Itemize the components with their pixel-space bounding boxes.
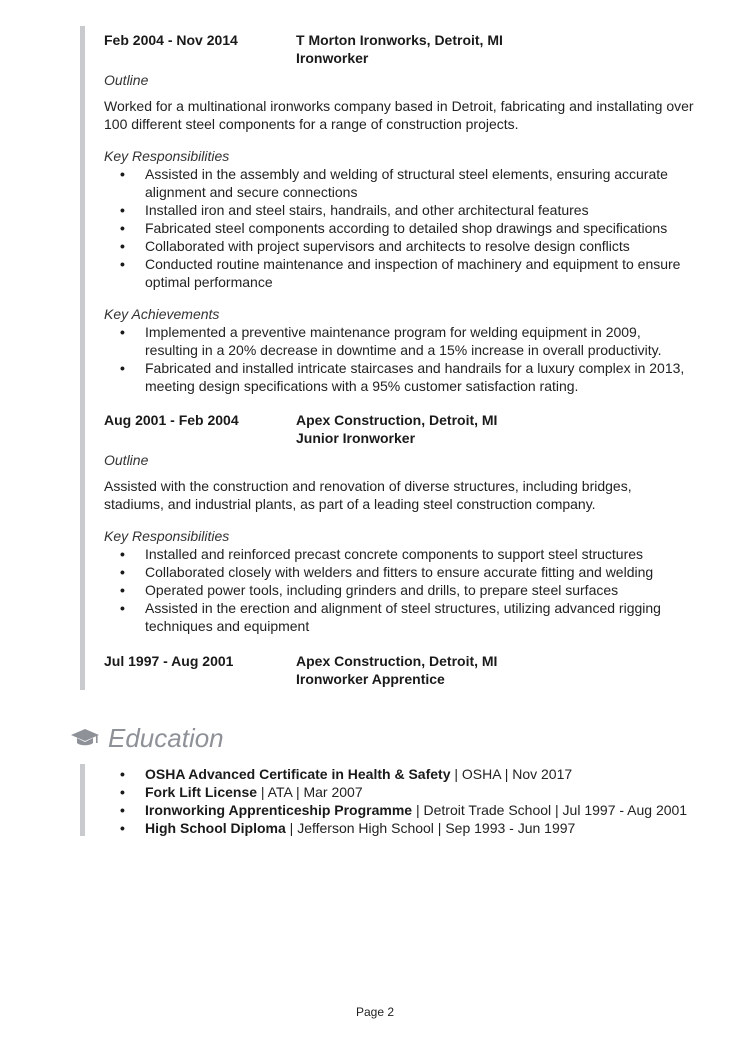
list-item: • Assisted in the assembly and welding of structural steel elements, ensuring accurate alignment and secure connections xyxy=(145,165,694,201)
job-outline: Assisted with the construction and renovation of diverse structures, including bridges, stadiums, and industrial plants, as part of a leading steel construction company. xyxy=(104,478,632,512)
graduation-cap-icon xyxy=(70,727,100,749)
achievements-label: Key Achievements xyxy=(104,306,220,322)
education-items xyxy=(104,765,704,837)
job-title: Ironworker xyxy=(296,50,369,66)
achievements-list xyxy=(104,323,694,395)
job-header xyxy=(104,652,694,688)
job-outline: Worked for a multinational ironworks company based in Detroit, fabricating and installating over 100 different steel components for a range of construction projects. xyxy=(104,98,694,132)
education-name: Fork Lift License xyxy=(145,784,258,800)
list-item: • Fabricated steel components according to detailed shop drawings and specifications xyxy=(145,219,694,237)
education-details: | Jefferson High School | Sep 1993 - Jun 1997 xyxy=(285,820,576,836)
job-company: T Morton Ironworks, Detroit, MI xyxy=(296,32,503,48)
job-title: Junior Ironworker xyxy=(296,430,416,446)
responsibilities-label: Key Responsibilities xyxy=(104,148,230,164)
list-item xyxy=(145,765,704,783)
list-item xyxy=(145,819,704,837)
education-timeline-bar xyxy=(80,764,85,836)
job-entry-1 xyxy=(104,31,694,395)
list-item xyxy=(145,783,704,801)
list-item: • Operated power tools, including grinders and drills, to prepare steel surfaces xyxy=(145,581,694,599)
education-heading xyxy=(70,722,224,754)
job-header xyxy=(104,411,694,447)
job-dates: Aug 2001 - Feb 2004 xyxy=(104,412,239,428)
page-number: Page 2 xyxy=(355,1005,395,1019)
job-entry-2 xyxy=(104,411,694,635)
education-name: High School Diploma xyxy=(145,820,286,836)
list-item: • Implemented a preventive maintenance program for welding equipment in 2009, resulting in a 20% decrease in downtime and a 15% increase in overall productivity. xyxy=(145,323,694,359)
list-item: • Fabricated and installed intricate staircases and handrails for a luxury complex in 2013, meeting design specifications with a 95% customer satisfaction rating. xyxy=(145,359,694,395)
education-details: | ATA | Mar 2007 xyxy=(257,784,363,800)
list-item: • Installed iron and steel stairs, handrails, and other architectural features xyxy=(145,201,694,219)
list-item: • Assisted in the erection and alignment of steel structures, utilizing advanced rigging techniques and equipment xyxy=(145,599,694,635)
job-dates: Jul 1997 - Aug 2001 xyxy=(104,653,234,669)
job-title: Ironworker Apprentice xyxy=(296,671,445,687)
job-dates: Feb 2004 - Nov 2014 xyxy=(104,32,238,48)
list-item xyxy=(145,801,704,819)
job-company: Apex Construction, Detroit, MI xyxy=(296,412,498,428)
education-details: | Detroit Trade School | Jul 1997 - Aug 2001 xyxy=(412,802,688,818)
job-entry-3 xyxy=(104,652,694,688)
list-item: • Conducted routine maintenance and inspection of machinery and equipment to ensure optimal performance xyxy=(145,255,694,291)
education-list xyxy=(104,765,704,837)
outline-label: Outline xyxy=(104,72,149,88)
job-header xyxy=(104,31,694,67)
education-name: Ironworking Apprenticeship Programme xyxy=(145,802,413,818)
list-item: • Collaborated with project supervisors and architects to resolve design conflicts xyxy=(145,237,694,255)
education-title: Education xyxy=(108,722,224,753)
education-details: | OSHA | Nov 2017 xyxy=(450,766,573,782)
education-name: OSHA Advanced Certificate in Health & Safety xyxy=(145,766,451,782)
responsibilities-list xyxy=(104,545,694,635)
outline-label: Outline xyxy=(104,452,149,468)
list-item: • Installed and reinforced precast concrete components to support steel structures xyxy=(145,545,694,563)
responsibilities-label: Key Responsibilities xyxy=(104,528,230,544)
list-item: • Collaborated closely with welders and fitters to ensure accurate fitting and welding xyxy=(145,563,694,581)
job-company: Apex Construction, Detroit, MI xyxy=(296,653,498,669)
responsibilities-list xyxy=(104,165,694,291)
experience-timeline-bar xyxy=(80,26,85,690)
